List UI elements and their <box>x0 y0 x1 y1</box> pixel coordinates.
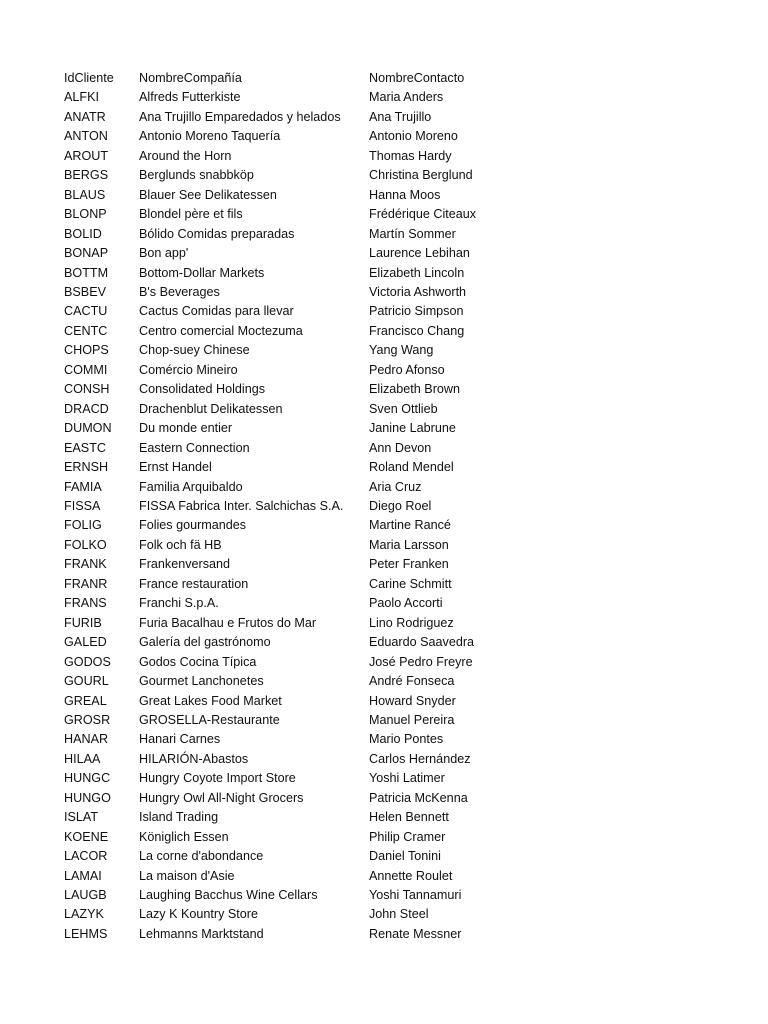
table-row <box>64 380 509 399</box>
contact-name-cell: Antonio Moreno <box>369 129 458 144</box>
contact-name-cell: Martine Rancé <box>369 518 451 533</box>
company-name-cell: La corne d'abondance <box>139 849 264 864</box>
table-row <box>64 205 509 224</box>
company-name-cell: Chop-suey Chinese <box>139 343 250 358</box>
contact-name-cell: Howard Snyder <box>369 693 456 708</box>
customer-id-cell: HILAA <box>64 751 101 766</box>
table-row <box>64 497 509 516</box>
table-header-row <box>64 69 509 88</box>
customer-id-cell: HUNGO <box>64 790 111 805</box>
contact-name-cell: Martín Sommer <box>369 226 456 241</box>
company-name-cell: Alfreds Futterkiste <box>139 90 241 105</box>
customer-id-cell: FOLIG <box>64 518 102 533</box>
table-row <box>64 672 509 691</box>
contact-name-cell: Yoshi Tannamuri <box>369 888 462 903</box>
customer-id-cell: DRACD <box>64 401 109 416</box>
company-name-cell: Bon app' <box>139 246 189 261</box>
company-name-cell: Hungry Coyote Import Store <box>139 771 296 786</box>
contact-name-cell: Thomas Hardy <box>369 148 452 163</box>
company-name-cell: Franchi S.p.A. <box>139 596 219 611</box>
contact-name-cell: Carlos Hernández <box>369 751 471 766</box>
company-name-cell: Lehmanns Marktstand <box>139 926 264 941</box>
company-name-cell: Hungry Owl All-Night Grocers <box>139 790 304 805</box>
customer-id-cell: LACOR <box>64 849 108 864</box>
customer-id-cell: CENTC <box>64 323 108 338</box>
table-row <box>64 536 509 555</box>
header-idcliente: IdCliente <box>64 71 114 85</box>
customer-id-cell: LAUGB <box>64 888 107 903</box>
customer-id-cell: FOLKO <box>64 537 107 552</box>
contact-name-cell: Diego Roel <box>369 498 432 513</box>
company-name-cell: La maison d'Asie <box>139 868 235 883</box>
customer-id-cell: BONAP <box>64 246 109 261</box>
table-row <box>64 244 509 263</box>
customer-id-cell: GREAL <box>64 693 107 708</box>
contact-name-cell: José Pedro Freyre <box>369 654 473 669</box>
company-name-cell: Great Lakes Food Market <box>139 693 282 708</box>
company-name-cell: Bottom-Dollar Markets <box>139 265 265 280</box>
table-row <box>64 108 509 127</box>
customer-id-cell: LEHMS <box>64 926 108 941</box>
table-row <box>64 264 509 283</box>
table-row <box>64 419 509 438</box>
table-row <box>64 789 509 808</box>
company-name-cell: Blondel père et fils <box>139 207 243 222</box>
company-name-cell: Familia Arquibaldo <box>139 479 243 494</box>
table-row <box>64 730 509 749</box>
company-name-cell: Comércio Mineiro <box>139 362 238 377</box>
contact-name-cell: Philip Cramer <box>369 829 446 844</box>
company-name-cell: France restauration <box>139 576 249 591</box>
contact-name-cell: Frédérique Citeaux <box>369 207 477 222</box>
customer-id-cell: FURIB <box>64 615 102 630</box>
table-row <box>64 633 509 652</box>
contact-name-cell: Helen Bennett <box>369 810 449 825</box>
customer-id-cell: FAMIA <box>64 479 102 494</box>
table-row <box>64 769 509 788</box>
contact-name-cell: Christina Berglund <box>369 168 473 183</box>
table-row <box>64 302 509 321</box>
customer-id-cell: FRANR <box>64 576 108 591</box>
company-name-cell: Bólido Comidas preparadas <box>139 226 295 241</box>
table-row <box>64 925 509 944</box>
customer-id-cell: DUMON <box>64 421 112 436</box>
company-name-cell: Laughing Bacchus Wine Cellars <box>139 888 318 903</box>
company-name-cell: Cactus Comidas para llevar <box>139 304 294 319</box>
contact-name-cell: Elizabeth Lincoln <box>369 265 465 280</box>
contact-name-cell: Ana Trujillo <box>369 109 432 124</box>
company-name-cell: GROSELLA-Restaurante <box>139 712 280 727</box>
contact-name-cell: Elizabeth Brown <box>369 382 461 397</box>
company-name-cell: Ana Trujillo Emparedados y helados <box>139 109 341 124</box>
customer-id-cell: GROSR <box>64 712 111 727</box>
customer-id-cell: GOURL <box>64 674 109 689</box>
contact-name-cell: Yang Wang <box>369 343 434 358</box>
customer-id-cell: LAMAI <box>64 868 102 883</box>
table-row <box>64 439 509 458</box>
contact-name-cell: Maria Anders <box>369 90 444 105</box>
customer-id-cell: CHOPS <box>64 343 109 358</box>
contact-name-cell: Pedro Afonso <box>369 362 445 377</box>
company-name-cell: Around the Horn <box>139 148 232 163</box>
table-row <box>64 361 509 380</box>
contact-name-cell: Mario Pontes <box>369 732 444 747</box>
company-name-cell: HILARIÓN-Abastos <box>139 751 249 766</box>
company-name-cell: Gourmet Lanchonetes <box>139 674 264 689</box>
contact-name-cell: Yoshi Latimer <box>369 771 445 786</box>
customer-id-cell: GALED <box>64 635 107 650</box>
company-name-cell: Ernst Handel <box>139 460 212 475</box>
customer-id-cell: BOLID <box>64 226 102 241</box>
company-name-cell: Folk och fä HB <box>139 537 222 552</box>
company-name-cell: Furia Bacalhau e Frutos do Mar <box>139 615 317 630</box>
header-nombrecontacto: NombreContacto <box>369 71 465 85</box>
customer-id-cell: COMMI <box>64 362 108 377</box>
company-name-cell: Godos Cocina Típica <box>139 654 257 669</box>
table-row <box>64 847 509 866</box>
customer-id-cell: FRANS <box>64 596 107 611</box>
table-row <box>64 886 509 905</box>
contact-name-cell: Francisco Chang <box>369 323 465 338</box>
table-row <box>64 186 509 205</box>
company-name-cell: B's Beverages <box>139 284 220 299</box>
company-name-cell: Galería del gastrónomo <box>139 635 271 650</box>
contact-name-cell: Carine Schmitt <box>369 576 452 591</box>
customer-id-cell: LAZYK <box>64 907 104 922</box>
company-name-cell: Island Trading <box>139 810 219 825</box>
table-row <box>64 516 509 535</box>
customer-id-cell: GODOS <box>64 654 111 669</box>
company-name-cell: Königlich Essen <box>139 829 229 844</box>
table-row <box>64 88 509 107</box>
contact-name-cell: John Steel <box>369 907 429 922</box>
contact-name-cell: Renate Messner <box>369 926 462 941</box>
contact-name-cell: Janine Labrune <box>369 421 456 436</box>
customer-id-cell: AROUT <box>64 148 109 163</box>
table-row <box>64 905 509 924</box>
table-row <box>64 750 509 769</box>
table-row <box>64 322 509 341</box>
contact-name-cell: Victoria Ashworth <box>369 284 467 299</box>
customer-id-cell: CONSH <box>64 382 110 397</box>
table-row <box>64 575 509 594</box>
table-row <box>64 400 509 419</box>
customer-id-cell: ERNSH <box>64 460 109 475</box>
table-row <box>64 127 509 146</box>
table-row <box>64 828 509 847</box>
table-row <box>64 478 509 497</box>
customer-id-cell: FISSA <box>64 498 101 513</box>
company-name-cell: Blauer See Delikatessen <box>139 187 277 202</box>
table-row <box>64 653 509 672</box>
company-name-cell: FISSA Fabrica Inter. Salchichas S.A. <box>139 498 344 513</box>
table-row <box>64 614 509 633</box>
company-name-cell: Berglunds snabbköp <box>139 168 254 183</box>
customer-id-cell: ANATR <box>64 109 106 124</box>
company-name-cell: Frankenversand <box>139 557 231 572</box>
contact-name-cell: Manuel Pereira <box>369 712 455 727</box>
customer-id-cell: EASTC <box>64 440 106 455</box>
table-row <box>64 594 509 613</box>
contact-name-cell: Peter Franken <box>369 557 449 572</box>
table-row <box>64 147 509 166</box>
contact-name-cell: Paolo Accorti <box>369 596 443 611</box>
contact-name-cell: Lino Rodriguez <box>369 615 454 630</box>
customer-id-cell: CACTU <box>64 304 108 319</box>
contact-name-cell: Maria Larsson <box>369 537 449 552</box>
table-row <box>64 692 509 711</box>
contact-name-cell: Roland Mendel <box>369 460 454 475</box>
contact-name-cell: Hanna Moos <box>369 187 441 202</box>
table-row <box>64 225 509 244</box>
company-name-cell: Centro comercial Moctezuma <box>139 323 303 338</box>
contact-name-cell: Sven Ottlieb <box>369 401 438 416</box>
table-row <box>64 555 509 574</box>
contact-name-cell: Aria Cruz <box>369 479 422 494</box>
company-name-cell: Eastern Connection <box>139 440 250 455</box>
company-name-cell: Lazy K Kountry Store <box>139 907 259 922</box>
company-name-cell: Du monde entier <box>139 421 233 436</box>
contact-name-cell: Laurence Lebihan <box>369 246 470 261</box>
company-name-cell: Hanari Carnes <box>139 732 221 747</box>
contact-name-cell: Eduardo Saavedra <box>369 635 475 650</box>
contact-name-cell: Annette Roulet <box>369 868 453 883</box>
customer-id-cell: HUNGC <box>64 771 111 786</box>
customer-id-cell: BLAUS <box>64 187 106 202</box>
customers-table <box>64 69 509 944</box>
customer-id-cell: ALFKI <box>64 90 99 105</box>
customer-id-cell: FRANK <box>64 557 107 572</box>
contact-name-cell: Patricio Simpson <box>369 304 464 319</box>
table-row <box>64 283 509 302</box>
company-name-cell: Folies gourmandes <box>139 518 247 533</box>
contact-name-cell: Ann Devon <box>369 440 432 455</box>
header-nombrecompania: NombreCompañía <box>139 71 242 85</box>
customer-id-cell: HANAR <box>64 732 109 747</box>
customer-id-cell: ISLAT <box>64 810 99 825</box>
table-row <box>64 867 509 886</box>
customer-id-cell: BOTTM <box>64 265 109 280</box>
company-name-cell: Consolidated Holdings <box>139 382 266 397</box>
contact-name-cell: Daniel Tonini <box>369 849 441 864</box>
contact-name-cell: André Fonseca <box>369 674 455 689</box>
customer-id-cell: BERGS <box>64 168 109 183</box>
table-body <box>64 88 509 944</box>
customer-id-cell: ANTON <box>64 129 108 144</box>
table-row <box>64 711 509 730</box>
table-row <box>64 341 509 360</box>
customer-id-cell: BSBEV <box>64 284 106 299</box>
table-row <box>64 166 509 185</box>
contact-name-cell: Patricia McKenna <box>369 790 468 805</box>
customer-id-cell: KOENE <box>64 829 109 844</box>
company-name-cell: Antonio Moreno Taquería <box>139 129 281 144</box>
customer-id-cell: BLONP <box>64 207 107 222</box>
company-name-cell: Drachenblut Delikatessen <box>139 401 283 416</box>
table-row <box>64 458 509 477</box>
table-row <box>64 808 509 827</box>
